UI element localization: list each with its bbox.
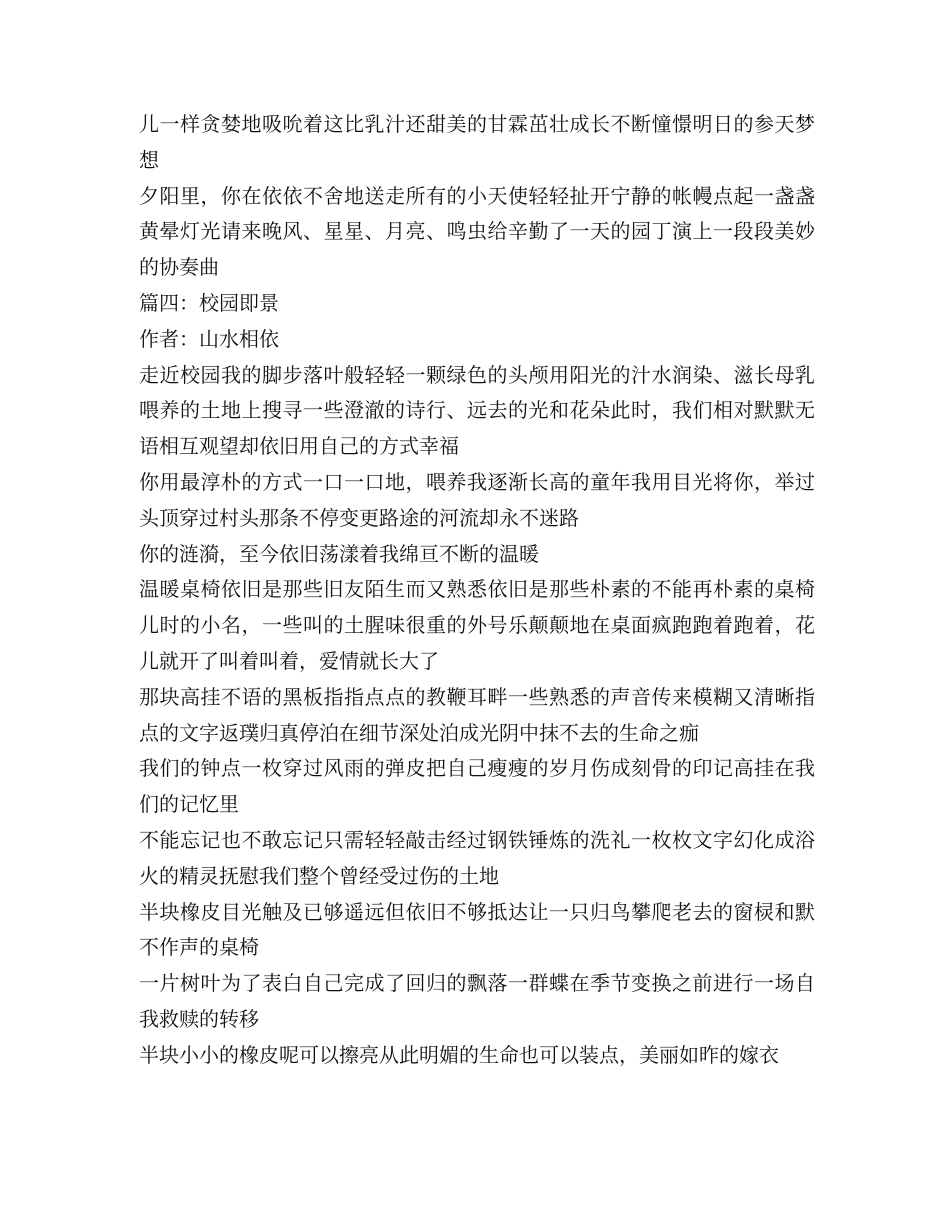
paragraph: 你用最淳朴的方式一口一口地，喂养我逐渐长高的童年我用目光将你，举过头顶穿过村头那条不停变更路途的河流却永不迷路 bbox=[139, 469, 815, 530]
paragraph: 走近校园我的脚步落叶般轻轻一颗绿色的头颅用阳光的汁水润染、滋长母乳喂养的土地上搜寻一些澄澈的诗行、远去的光和花朵此时，我们相对默默无语相互观望却依旧用自己的方式幸福 bbox=[139, 362, 815, 459]
paragraph: 一片树叶为了表白自己完成了回归的飘落一群蝶在季节变换之前进行一场自我救赎的转移 bbox=[139, 971, 815, 1031]
paragraph: 那块高挂不语的黑板指指点点的教鞭耳畔一些熟悉的声音传来模糊又清晰指点的文字返璞归真停泊在细节深处泊成光阴中抹不去的生命之痂 bbox=[139, 684, 815, 745]
paragraph: 温暖桌椅依旧是那些旧友陌生而又熟悉依旧是那些朴素的不能再朴素的桌椅儿时的小名，一些叫的土腥味很重的外号乐颠颠地在桌面疯跑跑着跑着，花儿就开了叫着叫着，爱情就长大了 bbox=[139, 577, 815, 673]
author-line: 作者：山水相依 bbox=[139, 326, 279, 351]
section-heading: 篇四：校园即景 bbox=[139, 290, 279, 315]
paragraph: 半块小小的橡皮呢可以擦亮从此明媚的生命也可以装点，美丽如昨的嫁衣 bbox=[139, 1042, 779, 1067]
document-body bbox=[139, 107, 815, 1074]
paragraph: 不能忘记也不敢忘记只需轻轻敲击经过钢铁锤炼的洗礼一枚枚文字幻化成浴火的精灵抚慰我们整个曾经受过伤的土地 bbox=[139, 827, 815, 888]
paragraph: 儿一样贪婪地吸吮着这比乳汁还甜美的甘霖茁壮成长不断憧憬明日的参天梦想 bbox=[139, 112, 815, 172]
paragraph: 我们的钟点一枚穿过风雨的弹皮把自己瘦瘦的岁月伤成刻骨的印记高挂在我们的记忆里 bbox=[139, 756, 815, 817]
paragraph: 你的涟漪，至今依旧荡漾着我绵亘不断的温暖 bbox=[139, 541, 539, 566]
paragraph: 半块橡皮目光触及已够遥远但依旧不够抵达让一只归鸟攀爬老去的窗棂和默不作声的桌椅 bbox=[139, 899, 815, 960]
paragraph: 夕阳里，你在依依不舍地送走所有的小天使轻轻扯开宁静的帐幔点起一盏盏黄晕灯光请来晚风、星星、月亮、鸣虫给辛勤了一天的园丁演上一段段美妙的协奏曲 bbox=[139, 183, 815, 280]
